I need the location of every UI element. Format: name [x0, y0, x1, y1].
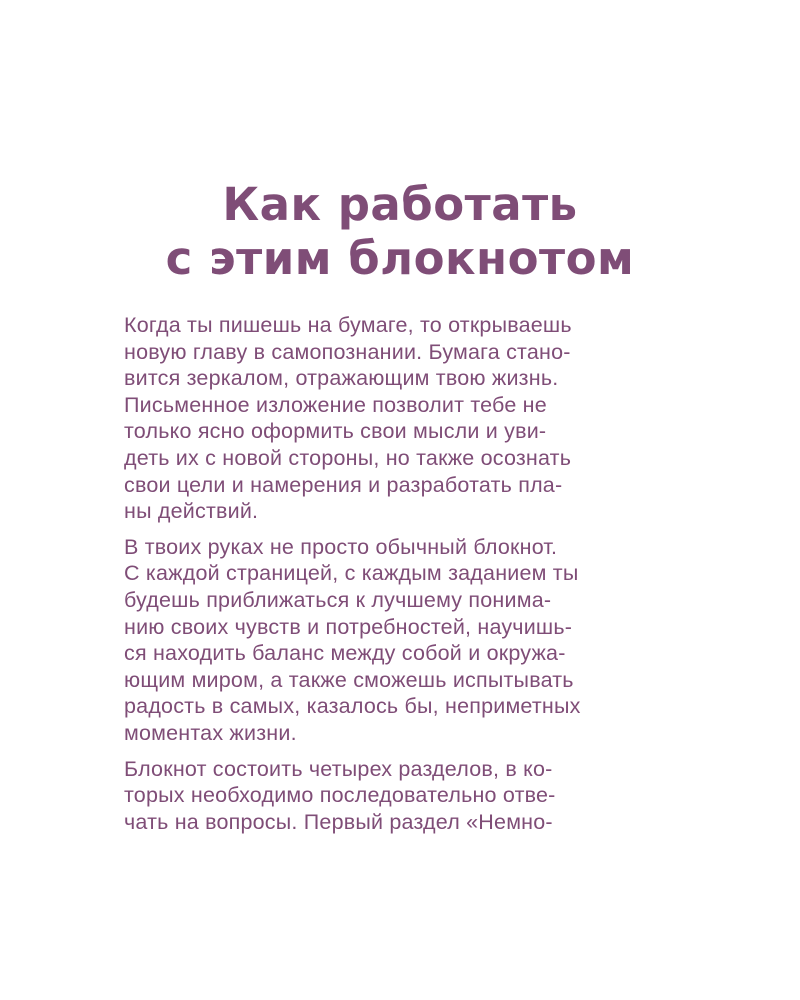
- page-title: [0, 178, 800, 286]
- text-line: радость в самых, казалось бы, неприметных: [124, 694, 581, 719]
- text-line: ны действий.: [124, 499, 259, 524]
- text-line: С каждой страницей, с каждым заданием ты: [124, 561, 579, 586]
- text-line: деть их с новой стороны, но также осознать: [124, 445, 572, 470]
- text-line: нию своих чувств и потребностей, научишь-: [124, 614, 573, 639]
- text-line: свои цели и намерения и разработать пла-: [124, 472, 563, 497]
- text-line: торых необходимо последовательно отве-: [124, 783, 556, 808]
- title-line-2: с этим блокнотом: [165, 232, 635, 285]
- text-line: будешь приближаться к лучшему понима-: [124, 587, 552, 612]
- paragraph-2: [124, 534, 714, 747]
- title-line-1: Как работать: [222, 178, 578, 231]
- text-line: ющим миром, а также сможешь испытывать: [124, 667, 574, 692]
- text-line: вится зеркалом, отражающим твою жизнь.: [124, 366, 559, 391]
- body-text: [124, 312, 714, 844]
- paragraph-1: [124, 312, 714, 525]
- text-line: чать на вопросы. Первый раздел «Немно-: [124, 809, 553, 834]
- text-line: Когда ты пишешь на бумаге, то открываешь: [124, 313, 572, 337]
- text-line: только ясно оформить свои мысли и уви-: [124, 419, 547, 444]
- text-line: В твоих руках не просто обычный блокнот.: [124, 534, 558, 559]
- text-line: моментах жизни.: [124, 720, 297, 745]
- text-line: новую главу в самопознании. Бумага стано-: [124, 339, 571, 364]
- text-line: Письменное изложение позволит тебе не: [124, 392, 547, 417]
- text-line: Блокнот состоить четырех разделов, в ко-: [124, 756, 553, 781]
- paragraph-3: [124, 756, 714, 836]
- text-line: ся находить баланс между собой и окружа-: [124, 641, 566, 666]
